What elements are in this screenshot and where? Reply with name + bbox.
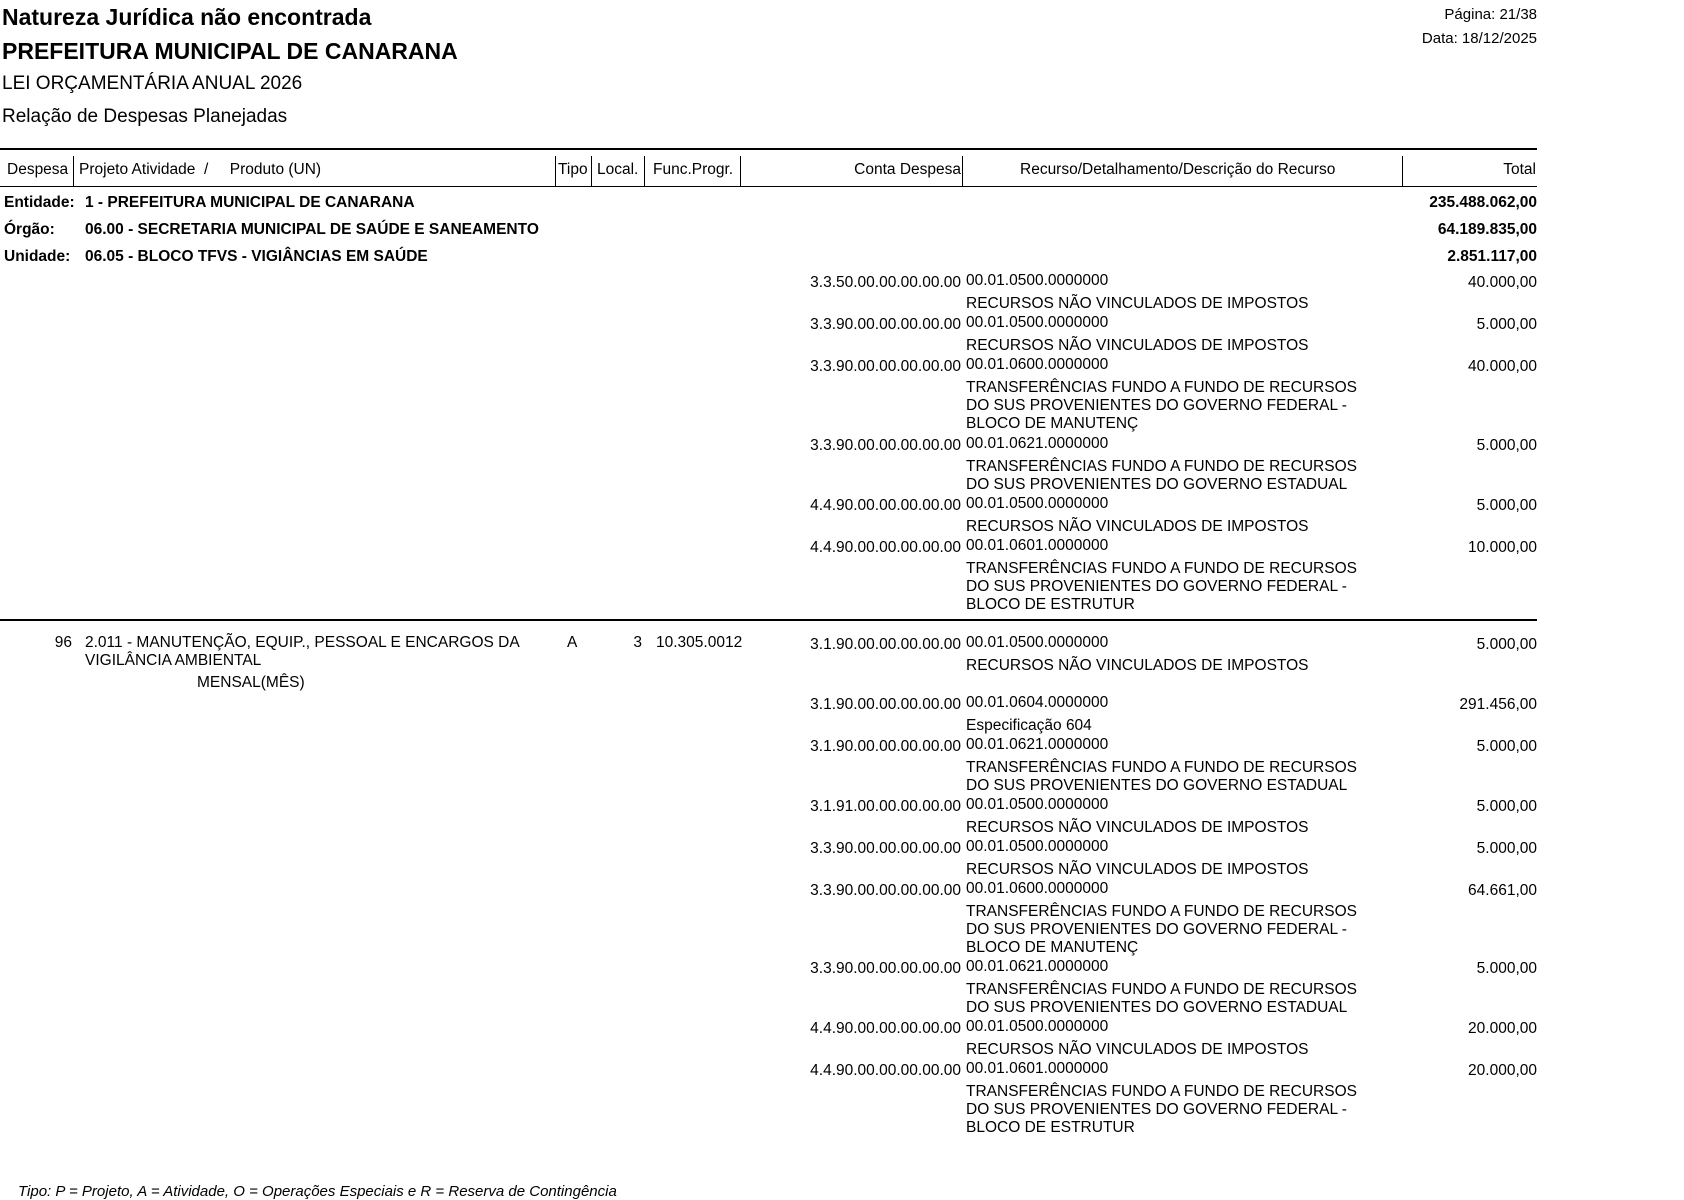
header-bottom-rule: [0, 186, 1537, 187]
recurso-description: TRANSFERÊNCIAS FUNDO A FUNDO DE RECURSOS: [966, 759, 1357, 776]
line-total: 5.000,00: [1476, 840, 1537, 857]
recurso-description: RECURSOS NÃO VINCULADOS DE IMPOSTOS: [966, 657, 1309, 674]
conta-despesa: 3.3.90.00.00.00.00.00: [810, 437, 961, 454]
line-total: 40.000,00: [1468, 274, 1537, 291]
report-subtitle: Relação de Despesas Planejadas: [2, 106, 288, 127]
recurso-description: TRANSFERÊNCIAS FUNDO A FUNDO DE RECURSOS: [966, 560, 1357, 577]
line-total: 5.000,00: [1476, 437, 1537, 454]
col-divider: [962, 156, 963, 186]
unidade-name: 06.05 - BLOCO TFVS - VIGIÂNCIAS EM SAÚDE: [85, 248, 428, 265]
unidade-total: 2.851.117,00: [1447, 248, 1537, 265]
recurso-code: 00.01.0621.0000000: [966, 435, 1109, 452]
despesa-number: 96: [54, 634, 72, 651]
recurso-code: 00.01.0621.0000000: [966, 958, 1109, 975]
orgao-total: 64.189.835,00: [1437, 221, 1537, 238]
recurso-description: TRANSFERÊNCIAS FUNDO A FUNDO DE RECURSOS: [966, 1083, 1357, 1100]
entidade-label: Entidade:: [4, 194, 75, 211]
recurso-description: DO SUS PROVENIENTES DO GOVERNO ESTADUAL: [966, 476, 1348, 493]
recurso-code: 00.01.0500.0000000: [966, 314, 1109, 331]
col-header-tipo: Tipo: [558, 161, 588, 178]
recurso-description: Especificação 604: [966, 717, 1092, 734]
line-total: 5.000,00: [1476, 798, 1537, 815]
conta-despesa: 3.1.90.00.00.00.00.00: [810, 636, 961, 653]
conta-despesa: 3.1.90.00.00.00.00.00: [810, 696, 961, 713]
recurso-description: RECURSOS NÃO VINCULADOS DE IMPOSTOS: [966, 518, 1309, 535]
line-total: 5.000,00: [1476, 960, 1537, 977]
conta-despesa: 4.4.90.00.00.00.00.00: [810, 1020, 961, 1037]
col-header-func: Func.Progr.: [653, 161, 734, 178]
conta-despesa: 3.3.90.00.00.00.00.00: [810, 840, 961, 857]
produto-unidade: MENSAL(MÊS): [197, 674, 305, 691]
orgao-name: 06.00 - SECRETARIA MUNICIPAL DE SAÚDE E SANEAMENTO: [85, 221, 539, 238]
recurso-code: 00.01.0600.0000000: [966, 356, 1109, 373]
line-total: 291.456,00: [1459, 696, 1537, 713]
recurso-description: RECURSOS NÃO VINCULADOS DE IMPOSTOS: [966, 861, 1309, 878]
recurso-description: TRANSFERÊNCIAS FUNDO A FUNDO DE RECURSOS: [966, 379, 1357, 396]
conta-despesa: 3.3.90.00.00.00.00.00: [810, 882, 961, 899]
recurso-description: TRANSFERÊNCIAS FUNDO A FUNDO DE RECURSOS: [966, 458, 1357, 475]
line-total: 5.000,00: [1476, 497, 1537, 514]
col-divider: [73, 156, 74, 186]
conta-despesa: 3.3.90.00.00.00.00.00: [810, 358, 961, 375]
recurso-description: DO SUS PROVENIENTES DO GOVERNO FEDERAL -: [966, 921, 1347, 938]
recurso-code: 00.01.0621.0000000: [966, 736, 1109, 753]
conta-despesa: 3.3.50.00.00.00.00.00: [810, 274, 961, 291]
despesa-local: 3: [633, 634, 642, 651]
recurso-description: RECURSOS NÃO VINCULADOS DE IMPOSTOS: [966, 295, 1309, 312]
recurso-code: 00.01.0601.0000000: [966, 537, 1109, 554]
recurso-description: DO SUS PROVENIENTES DO GOVERNO FEDERAL -: [966, 397, 1347, 414]
recurso-description: TRANSFERÊNCIAS FUNDO A FUNDO DE RECURSOS: [966, 981, 1357, 998]
line-total: 5.000,00: [1476, 738, 1537, 755]
conta-despesa: 3.1.90.00.00.00.00.00: [810, 738, 961, 755]
col-header-total: Total: [1503, 161, 1536, 178]
col-divider: [740, 156, 741, 186]
recurso-description: BLOCO DE ESTRUTUR: [966, 596, 1135, 613]
projeto-atividade-line2: VIGILÂNCIA AMBIENTAL: [85, 652, 262, 669]
recurso-description: DO SUS PROVENIENTES DO GOVERNO FEDERAL -: [966, 1101, 1347, 1118]
col-header-projeto: Projeto Atividade / Produto (UN): [79, 161, 322, 178]
entidade-name: 1 - PREFEITURA MUNICIPAL DE CANARANA: [85, 194, 415, 211]
report-municipality-title: PREFEITURA MUNICIPAL DE CANARANA: [2, 38, 458, 64]
conta-despesa: 3.3.90.00.00.00.00.00: [810, 316, 961, 333]
col-header-recurso: Recurso/Detalhamento/Descrição do Recurso: [1020, 161, 1336, 178]
conta-despesa: 3.3.90.00.00.00.00.00: [810, 960, 961, 977]
col-divider: [555, 156, 556, 186]
recurso-code: 00.01.0600.0000000: [966, 880, 1109, 897]
line-total: 20.000,00: [1468, 1062, 1537, 1079]
recurso-description: BLOCO DE MANUTENÇ: [966, 939, 1139, 956]
orgao-label: Órgão:: [4, 221, 55, 238]
report-law-title: LEI ORÇAMENTÁRIA ANUAL 2026: [2, 73, 303, 94]
conta-despesa: 4.4.90.00.00.00.00.00: [810, 539, 961, 556]
conta-despesa: 4.4.90.00.00.00.00.00: [810, 1062, 961, 1079]
unidade-label: Unidade:: [4, 248, 71, 265]
despesa-tipo: A: [567, 634, 578, 651]
despesa-separator: [0, 619, 1537, 621]
recurso-description: RECURSOS NÃO VINCULADOS DE IMPOSTOS: [966, 1041, 1309, 1058]
recurso-code: 00.01.0500.0000000: [966, 1018, 1109, 1035]
recurso-code: 00.01.0500.0000000: [966, 272, 1109, 289]
col-header-conta: Conta Despesa: [854, 161, 961, 178]
recurso-code: 00.01.0604.0000000: [966, 694, 1109, 711]
line-total: 10.000,00: [1468, 539, 1537, 556]
recurso-code: 00.01.0500.0000000: [966, 796, 1109, 813]
despesa-func-progr: 10.305.0012: [656, 634, 743, 651]
page-number: Página: 21/38: [1444, 6, 1537, 23]
recurso-description: DO SUS PROVENIENTES DO GOVERNO ESTADUAL: [966, 777, 1348, 794]
recurso-description: BLOCO DE ESTRUTUR: [966, 1119, 1135, 1136]
conta-despesa: 4.4.90.00.00.00.00.00: [810, 497, 961, 514]
recurso-code: 00.01.0500.0000000: [966, 634, 1109, 651]
col-header-local: Local.: [597, 161, 639, 178]
recurso-description: DO SUS PROVENIENTES DO GOVERNO ESTADUAL: [966, 999, 1348, 1016]
recurso-code: 00.01.0601.0000000: [966, 1060, 1109, 1077]
report-nature-title: Natureza Jurídica não encontrada: [2, 4, 372, 30]
entidade-total: 235.488.062,00: [1429, 194, 1537, 211]
recurso-description: TRANSFERÊNCIAS FUNDO A FUNDO DE RECURSOS: [966, 903, 1357, 920]
tipo-legend: Tipo: P = Projeto, A = Atividade, O = Operações Especiais e R = Reserva de Contingência: [18, 1183, 617, 1200]
col-divider: [644, 156, 645, 186]
line-total: 40.000,00: [1468, 358, 1537, 375]
line-total: 20.000,00: [1468, 1020, 1537, 1037]
recurso-code: 00.01.0500.0000000: [966, 838, 1109, 855]
recurso-code: 00.01.0500.0000000: [966, 495, 1109, 512]
projeto-atividade-line1: 2.011 - MANUTENÇÃO, EQUIP., PESSOAL E ENCARGOS DA: [85, 634, 520, 651]
col-header-despesa: Despesa: [7, 161, 69, 178]
header-top-rule: [0, 148, 1537, 150]
col-divider: [591, 156, 592, 186]
line-total: 5.000,00: [1476, 316, 1537, 333]
recurso-description: RECURSOS NÃO VINCULADOS DE IMPOSTOS: [966, 819, 1309, 836]
recurso-description: RECURSOS NÃO VINCULADOS DE IMPOSTOS: [966, 337, 1309, 354]
recurso-description: BLOCO DE MANUTENÇ: [966, 415, 1139, 432]
line-total: 5.000,00: [1476, 636, 1537, 653]
recurso-description: DO SUS PROVENIENTES DO GOVERNO FEDERAL -: [966, 578, 1347, 595]
report-date: Data: 18/12/2025: [1421, 30, 1537, 47]
conta-despesa: 3.1.91.00.00.00.00.00: [810, 798, 961, 815]
line-total: 64.661,00: [1468, 882, 1537, 899]
col-divider: [1402, 156, 1403, 186]
